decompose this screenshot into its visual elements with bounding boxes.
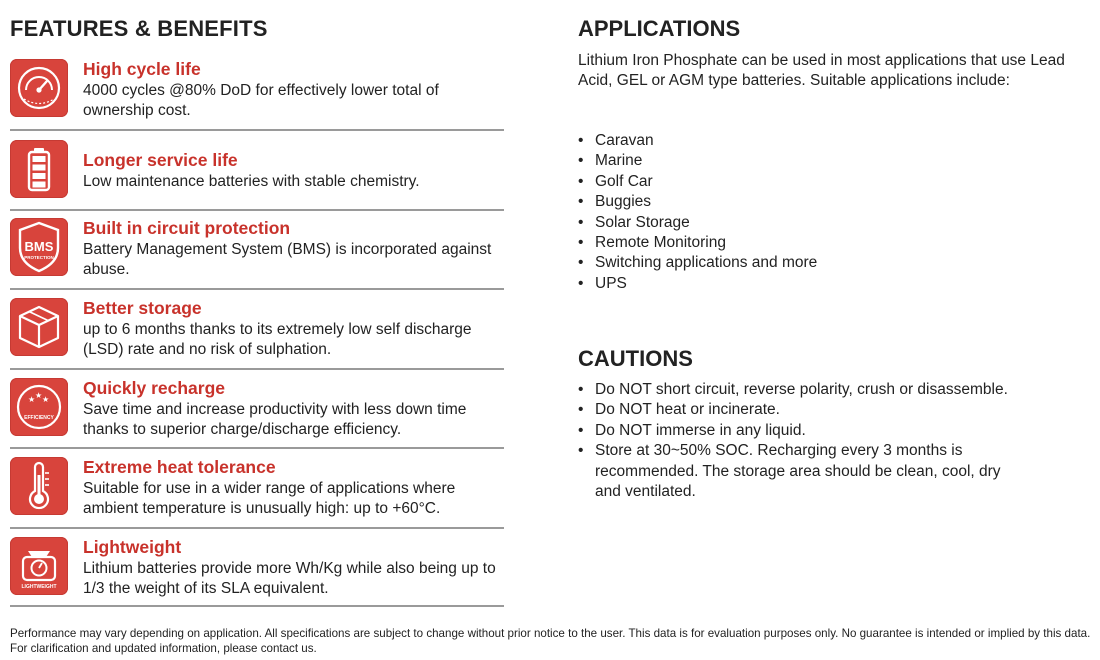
feature-title: High cycle life [83, 59, 201, 79]
applications-list [578, 131, 817, 294]
svg-text:PROTECTION: PROTECTION [24, 255, 54, 260]
svg-text:LIGHTWEIGHT: LIGHTWEIGHT [21, 584, 57, 590]
feature-title: Quickly recharge [83, 378, 226, 398]
feature-title: Built in circuit protection [83, 218, 291, 238]
divider [10, 209, 504, 211]
divider [10, 129, 504, 131]
applications-heading: APPLICATIONS [578, 16, 741, 41]
divider [10, 368, 504, 370]
list-item: • Buggies [578, 192, 817, 212]
efficiency-badge-icon [10, 378, 68, 436]
feature-description: up to 6 months thanks to its extremely low self discharge (LSD) rate and no risk of sulphation. [83, 321, 472, 358]
divider [10, 288, 504, 290]
list-item: • Marine [578, 151, 817, 171]
feature-description: Suitable for use in a wider range of applications where ambient temperature is unusually high: up to +60°C. [83, 480, 456, 517]
svg-text:EFFICIENCY: EFFICIENCY [24, 415, 54, 421]
list-item: • Do NOT heat or incinerate. [578, 400, 1068, 420]
list-item: • Switching applications and more [578, 253, 817, 273]
battery-icon [10, 140, 68, 198]
list-item: • Golf Car [578, 172, 817, 192]
list-item: • Do NOT short circuit, reverse polarity, crush or disassemble. [578, 380, 1068, 400]
feature-description: Battery Management System (BMS) is incorporated against abuse. [83, 241, 492, 278]
divider [10, 605, 504, 607]
list-item: • Solar Storage [578, 213, 817, 233]
list-item: • Caravan [578, 131, 817, 151]
list-item: • Store at 30~50% SOC. Recharging every 3 months is recommended. The storage area should be clean, cool, dry and ventilated. [578, 441, 1025, 502]
list-item: • UPS [578, 274, 817, 294]
svg-text:★: ★ [42, 395, 50, 404]
svg-text:BMS: BMS [24, 239, 54, 254]
list-item: • Do NOT immerse in any liquid. [578, 421, 1068, 441]
feature-title: Lightweight [83, 537, 182, 557]
feature-description: Low maintenance batteries with stable chemistry. [83, 173, 420, 190]
cycle-gauge-icon [10, 59, 68, 117]
svg-text:★: ★ [28, 395, 36, 404]
feature-title: Extreme heat tolerance [83, 457, 276, 477]
features-heading: FEATURES & BENEFITS [10, 16, 268, 41]
feature-title: Longer service life [83, 150, 238, 170]
feature-description: 4000 cycles @80% DoD for effectively lower total of ownership cost. [83, 82, 439, 119]
cautions-list [578, 380, 1068, 502]
thermometer-icon [10, 457, 68, 515]
feature-title: Better storage [83, 298, 202, 318]
feature-description: Save time and increase productivity with less down time thanks to superior charge/discharge efficiency. [83, 401, 467, 438]
bms-shield-icon [10, 218, 68, 276]
divider [10, 527, 504, 529]
applications-intro: Lithium Iron Phosphate can be used in most applications that use Lead Acid, GEL or AGM type batteries. Suitable applications include: [578, 52, 1065, 89]
disclaimer: Performance may vary depending on application. All specifications are subject to change without prior notice to the user. This data is for evaluation purposes only. No guarantee is intended or implied by this data. For clarification and updated information, please contact us. [10, 627, 1091, 655]
cautions-heading: CAUTIONS [578, 346, 693, 371]
svg-text:★: ★ [35, 391, 43, 400]
storage-box-icon [10, 298, 68, 356]
feature-description: Lithium batteries provide more Wh/Kg while also being up to 1/3 the weight of its SLA equivalent. [83, 560, 496, 597]
list-item: • Remote Monitoring [578, 233, 817, 253]
weight-scale-icon [10, 537, 68, 595]
divider [10, 447, 504, 449]
